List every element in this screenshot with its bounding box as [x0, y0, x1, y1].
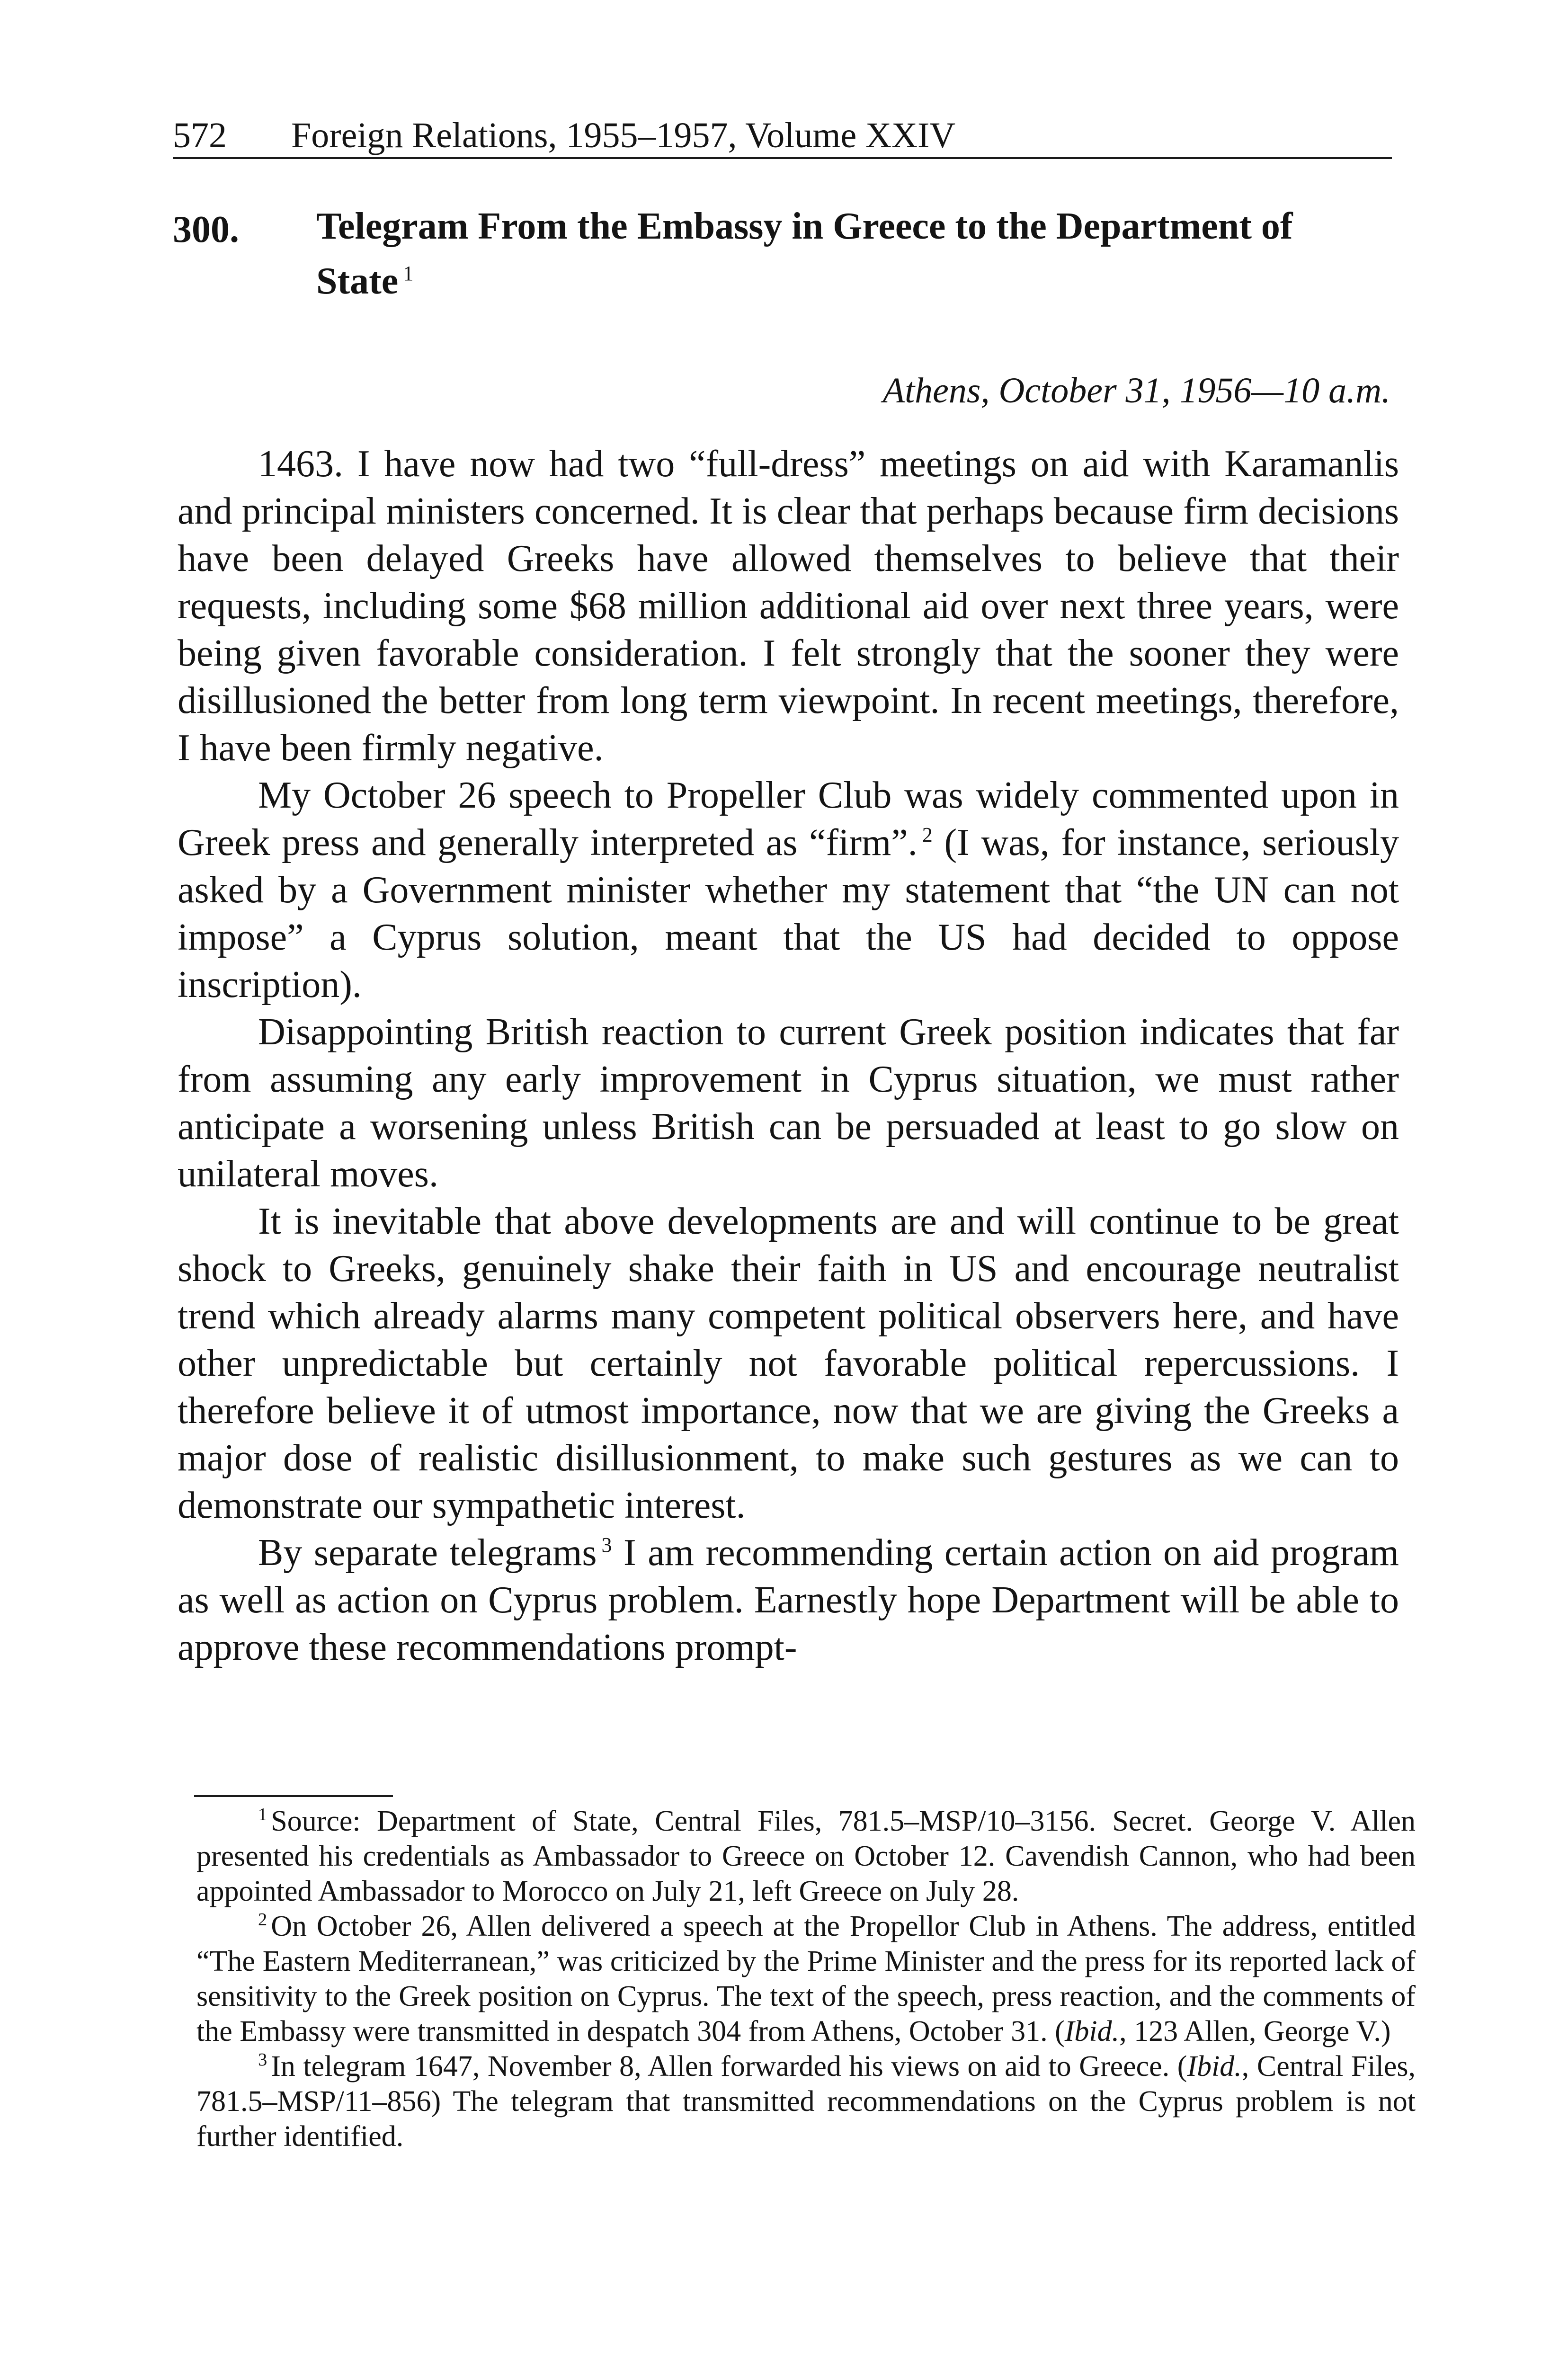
- footnote-ref-3: 3: [601, 1533, 612, 1557]
- document-title: [316, 199, 1396, 309]
- footnote-ref-1: 1: [403, 262, 414, 285]
- footnote-1-text: Source: Department of State, Central Files, 781.5–MSP/10–3156. Secret. George V. Allen presented his credentials as Ambassador to Greece on October 12. Cavendish Cannon, who had been appointed Ambassador to Morocco on July 21, left Greece on July 28.: [196, 1805, 1416, 1907]
- dateline: Athens, October 31, 1956—10 a.m.: [882, 371, 1390, 410]
- footnote-ref-2: 2: [922, 823, 933, 847]
- footnote-1: [196, 1804, 1416, 1909]
- paragraph-2-text-b: (I was, for instance, seriously asked by a Government minister whether my statement that “the UN can not impose” a Cyprus solution, meant that the US had decided to oppose inscription).: [178, 822, 1399, 1006]
- footnote-3-number: 3: [258, 2050, 267, 2070]
- paragraph-1: 1463. I have now had two “full-dress” meetings on aid with Karamanlis and principal ministers concerned. It is clear that perhaps because firm decisions have been delayed Greeks have allowed themselves to believe that their requests, including some $68 million additional aid over next three years, were being given favorable consideration. I felt strongly that the sooner they were disillusioned the better from long term viewpoint. In recent meetings, therefore, I have been firmly negative.: [178, 443, 1399, 769]
- document-title-text: Telegram From the Embassy in Greece to the Department of State: [316, 205, 1293, 302]
- footnote-2-ibid: Ibid.: [1064, 2015, 1120, 2047]
- footnote-3-text-a: In telegram 1647, November 8, Allen forwarded his views on aid to Greece. (: [271, 2050, 1187, 2082]
- footnote-3: [196, 2049, 1416, 2154]
- footnote-3-text-b: , Central Files, 781.5–MSP/11–856) The telegram that transmitted recommendations on the Cyprus problem is not further identified.: [196, 2050, 1416, 2153]
- document-number: 300.: [173, 209, 239, 250]
- footnotes: [196, 1804, 1416, 2154]
- footnote-2-number: 2: [258, 1910, 267, 1930]
- paragraph-3: Disappointing British reaction to current Greek position indicates that far from assuming any early improvement in Cyprus situation, we must rather anticipate a worsening unless British can be persuaded at least to go slow on unilateral moves.: [178, 1011, 1399, 1195]
- footnote-3-ibid: Ibid.: [1187, 2050, 1242, 2082]
- running-title: Foreign Relations, 1955–1957, Volume XXIV: [291, 116, 956, 155]
- footnote-1-number: 1: [258, 1805, 267, 1825]
- footnote-divider: [194, 1795, 393, 1797]
- telegram-body: [178, 440, 1399, 1671]
- paragraph-5-text-a: By separate telegrams: [258, 1532, 597, 1574]
- page-number: 572: [173, 116, 227, 155]
- paragraph-2: [178, 772, 1399, 1008]
- running-header: [173, 114, 1392, 159]
- footnote-2-text-a: On October 26, Allen delivered a speech at the Propellor Club in Athens. The address, entitled “The Eastern Mediterranean,” was criticized by the Prime Minister and the press for its reported lack of sensitivity to the Greek position on Cyprus. The text of the speech, press reaction, and the comments of the Embassy were transmitted in despatch 304 from Athens, October 31. (: [196, 1910, 1416, 2047]
- paragraph-2-text-a: My October 26 speech to Propeller Club was widely commented upon in Greek press and generally interpreted as “firm”.: [178, 774, 1399, 863]
- paragraph-5-text-b: I am recommending certain action on aid program as well as action on Cyprus problem. Earnestly hope Department will be able to approve these recommendations prompt-: [178, 1532, 1399, 1668]
- footnote-2: [196, 1909, 1416, 2049]
- paragraph-5: [178, 1529, 1399, 1671]
- paragraph-4: It is inevitable that above developments are and will continue to be great shock to Greeks, genuinely shake their faith in US and encourage neutralist trend which already alarms many competent political observers here, and have other unpredictable but certainly not favorable political repercussions. I therefore believe it of utmost importance, now that we are giving the Greeks a major dose of realistic disillusionment, to make such gestures as we can to demonstrate our sympathetic interest.: [178, 1201, 1399, 1526]
- footnote-2-text-b: , 123 Allen, George V.): [1119, 2015, 1391, 2047]
